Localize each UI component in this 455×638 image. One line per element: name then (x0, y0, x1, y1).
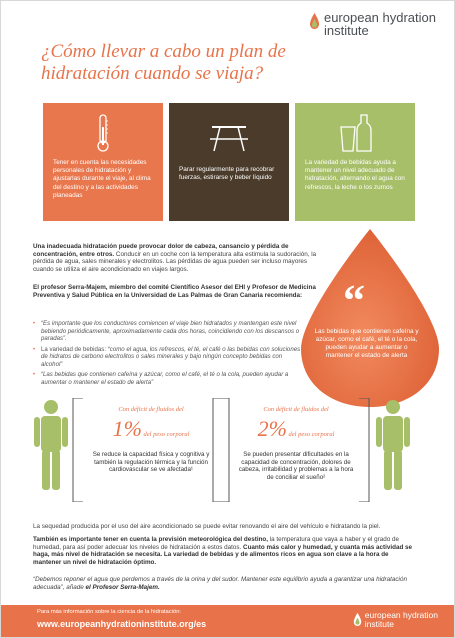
tile-1-text: Tener en cuenta las necesidades personales de hidratación y ajustarlas durante el viaje, al clima del destino y a las actividades planeadas (53, 159, 151, 199)
drinks-icon (337, 113, 373, 153)
dehydration-comparison (31, 396, 416, 511)
professor-paragraph: El profesor Serra-Majem, miembro del comité Científico Asesor del EHI y Profesor de Medicina Preventiva y Salud Pública en la Universidad de Las Palmas de Gran Canaria recomienda: (33, 284, 316, 299)
recommendation-list (33, 320, 303, 389)
drop-quote-text: Las bebidas que contienen cafeína y azúcar, como el café, el té o la cola, pueden ayudar a aumentar o mantener el estado de alerta (314, 328, 419, 359)
tile-drink-variety (295, 103, 415, 221)
bullet-text: “Es importante que los conductores comiencen el viaje bien hidratados y mantengan este nivel bebiendo periódicamente, aproximadamente cada dos horas, coincidiendo con los descansos o paradas”. (41, 320, 300, 342)
picnic-table-icon (208, 119, 250, 155)
tile-3-text: La variedad de bebidas ayuda a mantener un nivel adecuado de hidratación, alternando el agua con refrescos, la leche o los zumos (305, 159, 405, 191)
logo-drop-icon (353, 611, 362, 631)
person-icon (31, 398, 71, 493)
brand-name (324, 11, 436, 37)
percent-value: 1% (112, 416, 142, 441)
brand-line-1: european hydration (364, 610, 438, 620)
bracket-left (71, 398, 231, 502)
footer-info: Para más información sobre la ciencia de la hidratación: (37, 609, 182, 615)
brand-logo[interactable] (309, 11, 436, 37)
closing-rest: la temperatura que vaya a haber y el grado de humedad, para así poder adecuar los niveles de hidratación a estos datos. (33, 536, 399, 551)
closing-bold-1: También es importante tener en cuenta la previsión meteorológica del destino, (33, 536, 269, 543)
bullet-text: “como el agua, los refrescos, el té, el café o las bebidas con soluciones de hidratos de carbono electrolitos o sales minerales y bajo ningún concepto bebidas con alcohol” (41, 345, 301, 368)
closing-quote-text: “Debemos reponer el agua que perdemos a través de la orina y del sudor. Mantener este equilibrio ayuda a garantizar una hidratación adecuada”, añade (33, 576, 407, 591)
logo-drop-icon (309, 11, 320, 35)
deficit-label-2: Con déficit de fluidos del (263, 406, 329, 413)
tile-personal-needs (43, 103, 163, 221)
closing-quote-author: el Profesor Serra-Majem. (83, 583, 160, 591)
closing-bold-2: Cuanto más calor y humedad, y cuanta más actividad se haga, más nivel de hidratación se necesita. La variedad de bebidas y de alimentos ricos en agua son clave a la hora de mantener un nivel de hidratación óptimo. (33, 543, 413, 566)
page-title: ¿Cómo llevar a cabo un plan de hidratación cuando se viaja? (41, 41, 286, 84)
deficit-effect-2: Se pueden presentar dificultades en la capacidad de concentración, dolores de cabeza, irritabilidad y problemas a la hora de conciliar el sueño² (238, 451, 354, 481)
list-item (33, 320, 303, 343)
deficit-percent-2 (221, 416, 371, 442)
bullet-lead: La variedad de bebidas: (41, 345, 108, 353)
percent-unit: del peso corporal (143, 431, 190, 438)
thermometer-icon (96, 113, 110, 153)
quote-mark: “ (343, 276, 365, 325)
tile-regular-stops (169, 103, 289, 221)
closing-quote (33, 576, 418, 591)
brand-line-2: institute (323, 23, 369, 38)
footer-url-link[interactable]: www.europeanhydrationinstitute.org/es (37, 619, 207, 629)
brand-line-2: institute (364, 619, 395, 629)
bracket-right (211, 398, 371, 502)
closing-paragraph-1: La sequedad producida por el uso del aire acondicionado se puede evitar renovando el aire del vehículo e hidratando la piel. (33, 523, 381, 530)
percent-value: 2% (257, 416, 287, 441)
intro-bold: Una inadecuada hidratación puede provocar dolor de cabeza, cansancio y pérdida de concentración, entre otros. (33, 243, 289, 258)
intro-rest: Conducir en un coche con la temperatura alta estimula la sudoración, la pérdida de agua, sales minerales y electrolitos. Las pérdidas de agua pueden ser incluso mayores cuando se utiliza el aire acondicionado en viajes largos. (33, 250, 317, 273)
footer (1, 605, 455, 637)
list-item (33, 346, 303, 369)
footer-brand-name (365, 611, 438, 629)
person-icon (373, 398, 413, 493)
deficit-percent-1 (76, 416, 226, 442)
list-item (33, 371, 303, 386)
intro-paragraph (33, 243, 326, 273)
footer-logo[interactable] (353, 611, 438, 631)
bullet-text: “Las bebidas que contienen cafeína y azúcar, como el café, el té o la cola, pueden ayudar a aumentar o mantener el estado de alerta” (41, 371, 289, 386)
closing-paragraph-2 (33, 536, 418, 566)
water-drop-graphic (291, 229, 449, 409)
brand-line-1: european hydration (323, 10, 436, 25)
deficit-effect-1: Se reduce la capacidad física y cognitiva y también la regulación térmica y la función cardiovascular se ve afectada¹ (92, 451, 210, 474)
percent-unit: del peso corporal (288, 431, 335, 438)
deficit-label-1: Con déficit de fluidos del (118, 406, 184, 413)
tile-2-text: Parar regularmente para recobrar fuerzas, estirarse y beber líquido (179, 166, 275, 182)
